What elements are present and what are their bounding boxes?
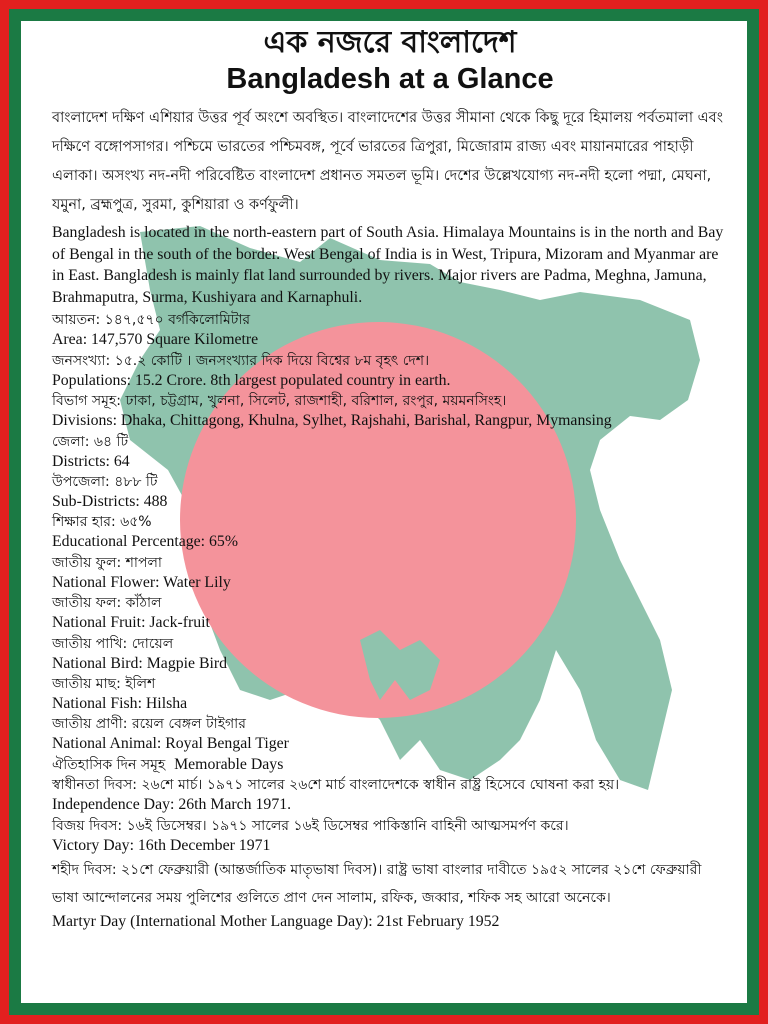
fact-fish xyxy=(52,674,728,714)
memorable-english: Victory Day: 16th December 1971 xyxy=(52,836,271,854)
fact-english: National Bird: Magpie Bird xyxy=(52,654,228,672)
fact-animal xyxy=(52,714,728,754)
fact-english: Sub-Districts: 488 xyxy=(52,493,168,510)
fact-english: Populations: 15.2 Crore. 8th largest populated country in earth. xyxy=(52,371,451,389)
fact-population xyxy=(52,351,728,391)
fact-english: Area: 147,570 Square Kilometre xyxy=(52,331,259,349)
title-english: Bangladesh at a Glance xyxy=(226,63,554,95)
fact-districts xyxy=(52,432,728,472)
memorable-martyr xyxy=(52,856,728,932)
fact-bengali: উপজেলা: ৪৮৮ টি xyxy=(52,474,158,490)
fact-bird xyxy=(52,634,728,674)
memorable-independence xyxy=(52,775,728,815)
fact-bengali: জাতীয় ফুল: শাপলা xyxy=(52,554,162,571)
fact-bengali: জনসংখ্যা: ১৫.২ কোটি । জনসংখ্যার দিক দিয়ে বিশ্বের ৮ম বৃহৎ দেশ। xyxy=(52,352,430,369)
memorable-bengali: স্বাধীনতা দিবস: ২৬শে মার্চ। ১৯৭১ সালের ২৬শে মার্চ বাংলাদেশকে স্বাধীন রাষ্ট্র হিসেবে ঘোষনা করা হয়। xyxy=(52,777,620,794)
intro-bengali: বাংলাদেশ দক্ষিণ এশিয়ার উত্তর পূর্ব অংশে অবস্থিত। বাংলাদেশের উত্তর সীমানা থেকে কিছু দূরে হিমালয় পর্বতমালা এবং দক্ষিণে বঙ্গোপসাগর। পশ্চিমে ভারতের পশ্চিমবঙ্গ, পূর্বে ভারতের ত্রিপুরা, মিজোরাম রাজ্য এবং মায়ানমারের পাহাড়ী এলাকা। অসংখ্য নদ-নদী পরিবেষ্টিত বাংলাদেশ প্রধানত সমতল ভূমি। দেশের উল্লেখযোগ্য নদ-নদী হলো পদ্মা, মেঘনা, যমুনা, ব্রহ্মপুত্র, সুরমা, কুশিয়ারা ও কর্ণফুলী। xyxy=(52,110,723,213)
memorable-english: Independence Day: 26th March 1971. xyxy=(52,796,292,814)
fact-bengali: আয়তন: ১৪৭,৫৭০ বর্গকিলোমিটার xyxy=(52,312,251,329)
fact-flower xyxy=(52,553,728,593)
fact-bengali: জাতীয় প্রাণী: রয়েল বেঙ্গল টাইগার xyxy=(52,716,246,733)
fact-bengali: জাতীয় ফল: কাঁঠাল xyxy=(52,595,162,612)
fact-sub-districts xyxy=(52,472,728,512)
memorable-days-heading xyxy=(52,755,728,775)
fact-english: National Fruit: Jack-fruit xyxy=(52,614,210,632)
fact-divisions xyxy=(52,391,728,431)
fact-english: National Animal: Royal Bengal Tiger xyxy=(52,735,289,753)
fact-fruit xyxy=(52,593,728,633)
fact-bengali: জাতীয় মাছ: ইলিশ xyxy=(52,676,156,693)
memorable-victory xyxy=(52,816,728,856)
memorable-heading-bengali: ঐতিহাসিক দিন সমূহ xyxy=(52,756,166,773)
fact-english: Divisions: Dhaka, Chittagong, Khulna, Sylhet, Rajshahi, Barishal, Rangpur, Mymansing xyxy=(52,412,612,430)
fact-english: Districts: 64 xyxy=(52,452,130,470)
fact-bengali: বিভাগ সমূহ: ঢাকা, চট্টগ্রাম, খুলনা, সিলেট, রাজশাহী, বরিশাল, রংপুর, ময়মনসিংহ। xyxy=(52,393,507,410)
facts-list xyxy=(52,310,728,932)
fact-english: National Flower: Water Lily xyxy=(52,573,231,591)
fact-area xyxy=(52,310,728,350)
content xyxy=(52,24,728,932)
title-bengali: এক নজরে বাংলাদেশ xyxy=(263,25,517,60)
fact-education xyxy=(52,512,728,552)
intro-english: Bangladesh is located in the north-eastern part of South Asia. Himalaya Mountains is in the north and Bay of Bengal in the south of the border. West Bengal of India is in West, Tripura, Mizoram and Myanmar are in East. Bangladesh is mainly flat land surrounded by rivers. Major rivers are Padma, Meghna, Jamuna, Brahmaputra, Surma, Kushiyara and Karnaphuli. xyxy=(52,224,724,306)
memorable-english: Martyr Day (International Mother Language Day): 21st February 1952 xyxy=(52,913,500,931)
fact-bengali: শিক্ষার হার: ৬৫% xyxy=(52,514,152,531)
memorable-bengali: শহীদ দিবস: ২১শে ফেব্রুয়ারী (আন্তর্জাতিক মাতৃভাষা দিবস)। রাষ্ট্র ভাষা বাংলার দাবীতে ১৯৫২ সালের ২১শে ফেব্রুয়ারী ভাষা আন্দোলনের সময় পুলিশের গুলিতে প্রাণ দেন সালাম, রফিক, জব্বার, শফিক সহ আরো অনেকে। xyxy=(52,862,702,907)
fact-bengali: জাতীয় পাখি: দোয়েল xyxy=(52,635,174,652)
memorable-heading-english: Memorable Days xyxy=(174,755,284,773)
fact-english: National Fish: Hilsha xyxy=(52,695,188,713)
fact-english: Educational Percentage: 65% xyxy=(52,533,238,551)
fact-bengali: জেলা: ৬৪ টি xyxy=(52,433,129,450)
memorable-bengali: বিজয় দিবস: ১৬ই ডিসেম্বর। ১৯৭১ সালের ১৬ই ডিসেম্বর পাকিস্তানি বাহিনী আত্মসমর্পণ করে। xyxy=(52,817,569,834)
